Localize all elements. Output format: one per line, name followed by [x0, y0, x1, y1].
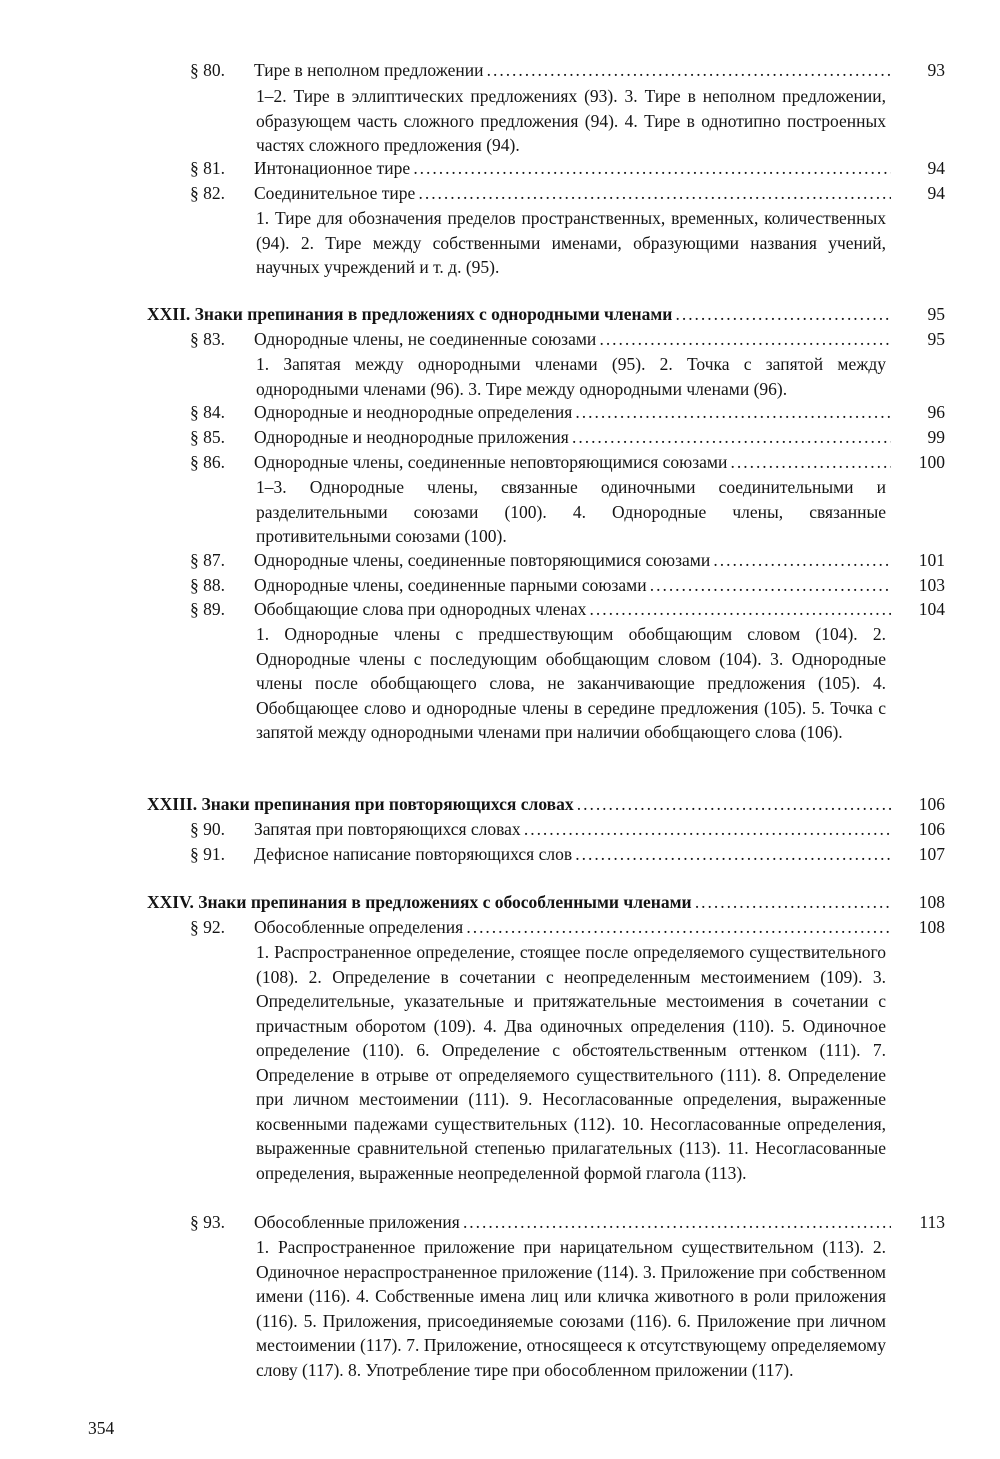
section-number: § 93.: [190, 1212, 225, 1232]
page-ref: 106: [918, 819, 945, 839]
section-number: § 85.: [190, 427, 225, 447]
section-title: Однородные члены, соединенные парными союзами . . .: [254, 573, 891, 597]
chapter-title: XXIV. Знаки препинания в предложениях с обособленными членами . . .: [147, 890, 891, 914]
page-ref: 106: [918, 794, 945, 814]
section-summary: 1. Распространенное приложение при нарицательном существительном (113). 2. Одиночное нераспространенное приложение (114). 3. Приложение при собственном имени (116). 4. Собственные имена лиц или кличка животного в роли приложения (116). 5. Приложения, присоединяемые союзами (116). 6. Приложение при личном местоимении (117). 7. Приложение, относящееся к отсутствующему определяемому слову (117). 8. Употребление тире при обособленном приложении (117).: [256, 1237, 886, 1380]
section-summary: 1. Однородные члены с предшествующим обобщающим словом (104). 2. Однородные члены с последующим обобщающим словом (104). 3. Однородные члены после обобщающего слова, не заканчивающие предложения (105). 4. Обобщающее слово и однородные члены в середине предложения (105). 5. Точка с запятой между однородными членами при наличии обобщающего слова (106).: [256, 624, 886, 742]
toc-entry-s89[interactable]: [190, 597, 945, 621]
toc-entry-s90[interactable]: [190, 817, 945, 841]
section-number: § 91.: [190, 844, 225, 864]
toc-entry-s80[interactable]: [190, 58, 945, 82]
page-ref: 93: [927, 60, 945, 80]
section-summary: 1–2. Тире в эллиптических предложениях (93). 3. Тире в неполном предложении, образующем часть сложного предложения (94). 4. Тире в однотипно построенных частях сложного предложения (94).: [256, 86, 886, 155]
section-title: Дефисное написание повторяющихся слов . . .: [254, 842, 891, 866]
page-ref: 113: [919, 1212, 945, 1232]
section-title: Однородные члены, соединенные повторяющимися союзами . . .: [254, 548, 891, 572]
section-title: Обособленные приложения . . .: [254, 1210, 891, 1234]
page-ref: 108: [918, 892, 945, 912]
toc-chapter-22[interactable]: [147, 302, 945, 326]
page-ref: 94: [927, 183, 945, 203]
page-ref: 107: [918, 844, 945, 864]
section-title: Запятая при повторяющихся словах . . .: [254, 817, 891, 841]
toc-entry-s84[interactable]: [190, 400, 945, 424]
section-number: § 81.: [190, 158, 225, 178]
toc-entry-s87[interactable]: [190, 548, 945, 572]
section-title: Однородные и неоднородные определения . . .: [254, 400, 891, 424]
page-ref: 108: [918, 917, 945, 937]
section-number: § 92.: [190, 917, 225, 937]
page-ref: 103: [918, 575, 945, 595]
section-number: § 82.: [190, 183, 225, 203]
section-summary: 1. Распространенное определение, стоящее после определяемого существительного (108). 2. Определение в сочетании с неопределенным местоимением (109). 3. Определительные, указательные и притяжательные местоимения в сочетании с причастным оборотом (109). 4. Два одиночных определения (110). 5. Одиночное определение (110). 6. Определение с обстоятельственным оттенком (111). 7. Определение в отрыве от определяемого существительного (111). 8. Определение при личном местоимении (111). 9. Несогласованные определения, выраженные косвенными падежами существительных (112). 10. Несогласованные определения, выраженные сравнительной степенью прилагательных (113). 11. Несогласованные определения, выраженные неопределенной формой глагола (113).: [256, 942, 886, 1183]
section-summary: 1. Тире для обозначения пределов пространственных, временных, количественных (94). 2. Тире между собственными именами, образующими названия учений, научных учреждений и т. д. (95).: [256, 208, 886, 277]
page-ref: 101: [918, 550, 945, 570]
section-title: Однородные члены, не соединенные союзами . . .: [254, 327, 891, 351]
section-number: § 87.: [190, 550, 225, 570]
toc-entry-s86[interactable]: [190, 450, 945, 474]
section-number: § 90.: [190, 819, 225, 839]
toc-chapter-24[interactable]: [147, 890, 945, 914]
toc-entry-s92[interactable]: [190, 915, 945, 939]
toc-entry-s82[interactable]: [190, 181, 945, 205]
section-number: § 80.: [190, 60, 225, 80]
page-ref: 100: [918, 452, 945, 472]
section-title: Соединительное тире . . .: [254, 181, 891, 205]
section-title: Обобщающие слова при однородных членах . . .: [254, 597, 891, 621]
section-summary: 1. Запятая между однородными членами (95). 2. Точка с запятой между однородными членами (96). 3. Тире между однородными членами (96).: [256, 354, 886, 399]
page-ref: 99: [927, 427, 945, 447]
section-title: Однородные и неоднородные приложения . . .: [254, 425, 891, 449]
page-number: 354: [88, 1418, 115, 1438]
toc-entry-s91[interactable]: [190, 842, 945, 866]
section-number: § 84.: [190, 402, 225, 422]
toc-entry-s93[interactable]: [190, 1210, 945, 1234]
section-number: § 86.: [190, 452, 225, 472]
section-number: § 83.: [190, 329, 225, 349]
toc-entry-s83[interactable]: [190, 327, 945, 351]
section-title: Тире в неполном предложении . . .: [254, 58, 891, 82]
chapter-title: XXIII. Знаки препинания при повторяющихся словах . . .: [147, 792, 891, 816]
page-ref: 94: [927, 158, 945, 178]
toc-entry-s81[interactable]: [190, 156, 945, 180]
section-title: Интонационное тире . . .: [254, 156, 891, 180]
page-ref: 95: [927, 329, 945, 349]
section-summary: 1–3. Однородные члены, связанные одиночными соединительными и разделительными союзами (100). 4. Однородные члены, связанные противительными союзами (100).: [256, 477, 886, 546]
toc-entry-s85[interactable]: [190, 425, 945, 449]
chapter-title: XXII. Знаки препинания в предложениях с однородными членами . . .: [147, 302, 891, 326]
section-title: Обособленные определения . . .: [254, 915, 891, 939]
page-ref: 95: [927, 304, 945, 324]
section-number: § 89.: [190, 599, 225, 619]
toc-chapter-23[interactable]: [147, 792, 945, 816]
section-number: § 88.: [190, 575, 225, 595]
page-ref: 104: [918, 599, 945, 619]
page-ref: 96: [927, 402, 945, 422]
section-title: Однородные члены, соединенные неповторяющимися союзами . . .: [254, 450, 891, 474]
toc-entry-s88[interactable]: [190, 573, 945, 597]
